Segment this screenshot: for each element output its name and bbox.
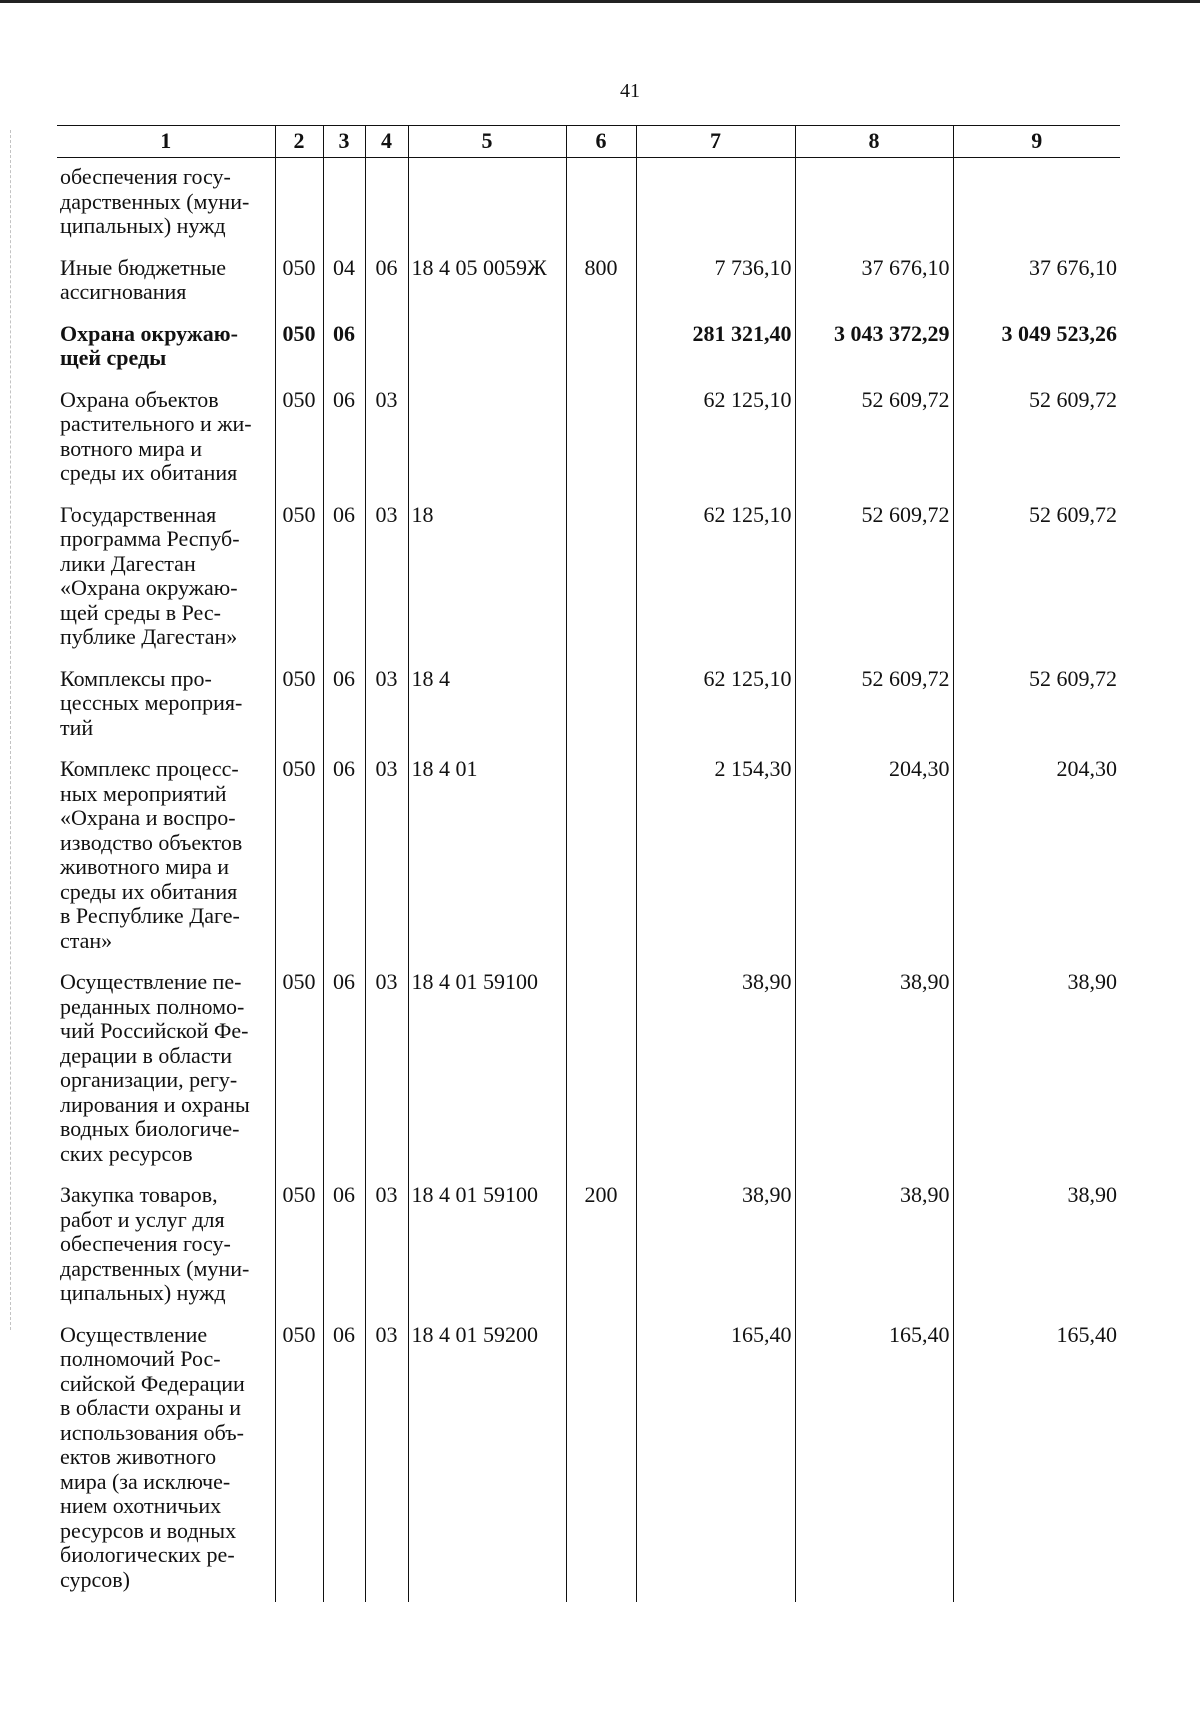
row-name-line: ектов животного	[60, 1444, 217, 1469]
expense-type-cell	[566, 1316, 636, 1603]
ministry-code-cell: 050	[275, 381, 323, 496]
row-name-cell	[57, 660, 275, 751]
column-header-6: 6	[566, 126, 636, 158]
row-name-line: «Охрана и воспро-	[60, 805, 236, 830]
amount-col7-cell	[636, 158, 795, 249]
row-name-line: среды их обитания	[60, 460, 238, 485]
column-header-5: 5	[408, 126, 566, 158]
ministry-code-cell: 050	[275, 315, 323, 381]
amount-col7-cell: 62 125,10	[636, 381, 795, 496]
program-code-cell	[408, 158, 566, 249]
row-name-line: работ и услуг для	[60, 1206, 225, 1232]
program-code-cell	[408, 315, 566, 381]
row-name-line: изводство объектов	[60, 829, 243, 855]
section-code-cell: 06	[323, 660, 365, 751]
row-name-line: ципальных) нужд	[60, 1280, 226, 1305]
section-code-cell: 06	[323, 381, 365, 496]
row-name-line: чий Российской Фе-	[60, 1018, 249, 1043]
amount-col7-cell: 38,90	[636, 1176, 795, 1316]
row-name-line: растительного и жи-	[60, 411, 252, 436]
amount-col8-cell: 37 676,10	[795, 249, 953, 315]
program-code-cell: 18 4	[408, 660, 566, 751]
row-name-line: Закупка товаров,	[60, 1182, 218, 1207]
row-name-line: Охрана окружаю-	[60, 320, 238, 346]
amount-col9-cell: 37 676,10	[953, 249, 1120, 315]
program-code-cell: 18 4 01 59200	[408, 1316, 566, 1603]
row-name-line: Охрана объектов	[60, 386, 219, 412]
row-name-line: в области охраны и	[60, 1395, 241, 1420]
program-code-cell: 18 4 05 0059Ж	[408, 249, 566, 315]
program-code-cell: 18 4 01 59100	[408, 1176, 566, 1316]
ministry-code-cell: 050	[275, 1176, 323, 1316]
row-name-line: нием охотничьих	[60, 1493, 222, 1518]
amount-col9-cell: 204,30	[953, 750, 1120, 963]
subsection-code-cell	[365, 158, 408, 249]
ministry-code-cell	[275, 158, 323, 249]
row-name-line: животного мира и	[60, 854, 230, 879]
row-name-line: полномочий Рос-	[60, 1346, 221, 1371]
section-code-cell: 06	[323, 963, 365, 1176]
column-header-3: 3	[323, 126, 365, 158]
left-margin-line	[10, 130, 12, 1330]
row-name-line: Государственная	[60, 501, 217, 527]
column-header-1: 1	[57, 126, 275, 158]
table-row	[57, 660, 1120, 751]
row-name-line: стан»	[60, 927, 113, 953]
subsection-code-cell: 03	[365, 660, 408, 751]
subsection-code-cell: 03	[365, 496, 408, 660]
section-code-cell: 06	[323, 315, 365, 381]
table-row	[57, 750, 1120, 963]
row-name-line: сийской Федерации	[60, 1370, 245, 1396]
table-header	[57, 126, 1120, 158]
row-name-cell	[57, 496, 275, 660]
expense-type-cell: 800	[566, 249, 636, 315]
row-name-line: тий	[60, 714, 94, 740]
column-header-8: 8	[795, 126, 953, 158]
amount-col8-cell: 3 043 372,29	[795, 315, 953, 381]
section-code-cell	[323, 158, 365, 249]
page-number: 41	[620, 80, 640, 102]
row-name-line: использования объ-	[60, 1419, 244, 1445]
section-code-cell: 06	[323, 750, 365, 963]
ministry-code-cell: 050	[275, 496, 323, 660]
ministry-code-cell: 050	[275, 750, 323, 963]
row-name-line: обеспечения госу-	[60, 164, 231, 189]
expense-type-cell: 200	[566, 1176, 636, 1316]
section-code-cell: 06	[323, 496, 365, 660]
ministry-code-cell: 050	[275, 1316, 323, 1603]
subsection-code-cell: 03	[365, 381, 408, 496]
row-name-line: ципальных) нужд	[60, 213, 226, 238]
row-name-line: реданных полномо-	[60, 993, 245, 1019]
subsection-code-cell: 06	[365, 249, 408, 315]
column-header-7: 7	[636, 126, 795, 158]
row-name-line: публике Дагестан»	[60, 624, 238, 649]
row-name-line: организации, регу-	[60, 1067, 238, 1092]
row-name-line: ских ресурсов	[60, 1140, 193, 1166]
row-name-cell	[57, 1316, 275, 1603]
expense-type-cell	[566, 381, 636, 496]
amount-col8-cell: 52 609,72	[795, 496, 953, 660]
amount-col7-cell: 2 154,30	[636, 750, 795, 963]
budget-table	[57, 125, 1120, 1602]
row-name-line: в Республике Даге-	[60, 903, 240, 928]
row-name-line: щей среды	[60, 345, 167, 370]
section-code-cell: 06	[323, 1316, 365, 1603]
table-row	[57, 496, 1120, 660]
expense-type-cell	[566, 750, 636, 963]
row-name-line: Иные бюджетные	[60, 254, 227, 280]
ministry-code-cell: 050	[275, 660, 323, 751]
row-name-cell	[57, 963, 275, 1176]
section-code-cell: 06	[323, 1176, 365, 1316]
amount-col9-cell	[953, 158, 1120, 249]
amount-col7-cell: 281 321,40	[636, 315, 795, 381]
row-name-line: Комплекс процесс-	[60, 756, 239, 781]
row-name-line: среды их обитания	[60, 878, 238, 904]
header-row	[57, 126, 1120, 158]
ministry-code-cell: 050	[275, 963, 323, 1176]
table-row	[57, 1176, 1120, 1316]
amount-col8-cell: 38,90	[795, 1176, 953, 1316]
row-name-cell	[57, 381, 275, 496]
row-name-line: «Охрана окружаю-	[60, 575, 238, 600]
expense-type-cell	[566, 660, 636, 751]
row-name-line: сурсов)	[60, 1566, 130, 1592]
expense-type-cell	[566, 496, 636, 660]
section-code-cell: 04	[323, 249, 365, 315]
row-name-line: Осуществление пе-	[60, 969, 242, 994]
row-name-line: щей среды в Рес-	[60, 599, 221, 625]
row-name-line: дарственных (муни-	[60, 188, 250, 214]
row-name-line: Осуществление	[60, 1321, 208, 1347]
amount-col9-cell: 165,40	[953, 1316, 1120, 1603]
subsection-code-cell: 03	[365, 1176, 408, 1316]
column-header-4: 4	[365, 126, 408, 158]
table-row	[57, 249, 1120, 315]
row-name-line: программа Респуб-	[60, 526, 240, 551]
program-code-cell	[408, 381, 566, 496]
expense-type-cell	[566, 315, 636, 381]
column-header-2: 2	[275, 126, 323, 158]
amount-col8-cell: 165,40	[795, 1316, 953, 1603]
row-name-cell	[57, 158, 275, 249]
row-name-line: лирования и охраны	[60, 1091, 250, 1117]
row-name-cell	[57, 1176, 275, 1316]
row-name-cell	[57, 249, 275, 315]
table-row	[57, 158, 1120, 249]
row-name-line: обеспечения госу-	[60, 1231, 231, 1256]
row-name-cell	[57, 750, 275, 963]
amount-col9-cell: 52 609,72	[953, 496, 1120, 660]
table-row	[57, 1316, 1120, 1603]
amount-col7-cell: 62 125,10	[636, 660, 795, 751]
expense-type-cell	[566, 158, 636, 249]
row-name-line: Комплексы про-	[60, 665, 212, 691]
row-name-line: дарственных (муни-	[60, 1255, 250, 1281]
table-body	[57, 158, 1120, 1603]
row-name-line: мира (за исключе-	[60, 1468, 231, 1494]
row-name-line: цессных мероприя-	[60, 690, 243, 715]
subsection-code-cell: 03	[365, 750, 408, 963]
amount-col9-cell: 38,90	[953, 1176, 1120, 1316]
amount-col7-cell: 7 736,10	[636, 249, 795, 315]
row-name-line: водных биологиче-	[60, 1116, 240, 1141]
expense-type-cell	[566, 963, 636, 1176]
ministry-code-cell: 050	[275, 249, 323, 315]
row-name-line: ассигнования	[60, 279, 187, 304]
subsection-code-cell	[365, 315, 408, 381]
amount-col8-cell: 52 609,72	[795, 381, 953, 496]
subsection-code-cell: 03	[365, 1316, 408, 1603]
row-name-line: биологических ре-	[60, 1542, 235, 1567]
amount-col8-cell: 204,30	[795, 750, 953, 963]
amount-col7-cell: 38,90	[636, 963, 795, 1176]
row-name-line: ресурсов и водных	[60, 1517, 237, 1543]
column-header-9: 9	[953, 126, 1120, 158]
program-code-cell: 18 4 01 59100	[408, 963, 566, 1176]
amount-col7-cell: 62 125,10	[636, 496, 795, 660]
table-row	[57, 381, 1120, 496]
program-code-cell: 18 4 01	[408, 750, 566, 963]
amount-col8-cell	[795, 158, 953, 249]
row-name-line: лики Дагестан	[60, 550, 196, 576]
row-name-line: дерации в области	[60, 1042, 232, 1068]
amount-col9-cell: 52 609,72	[953, 381, 1120, 496]
subsection-code-cell: 03	[365, 963, 408, 1176]
amount-col8-cell: 38,90	[795, 963, 953, 1176]
top-border-line	[0, 0, 1200, 3]
row-name-line: вотного мира и	[60, 435, 203, 461]
program-code-cell: 18	[408, 496, 566, 660]
amount-col8-cell: 52 609,72	[795, 660, 953, 751]
amount-col9-cell: 38,90	[953, 963, 1120, 1176]
amount-col7-cell: 165,40	[636, 1316, 795, 1603]
amount-col9-cell: 52 609,72	[953, 660, 1120, 751]
row-name-cell	[57, 315, 275, 381]
amount-col9-cell: 3 049 523,26	[953, 315, 1120, 381]
table-row	[57, 963, 1120, 1176]
table-row	[57, 315, 1120, 381]
row-name-line: ных мероприятий	[60, 780, 227, 806]
